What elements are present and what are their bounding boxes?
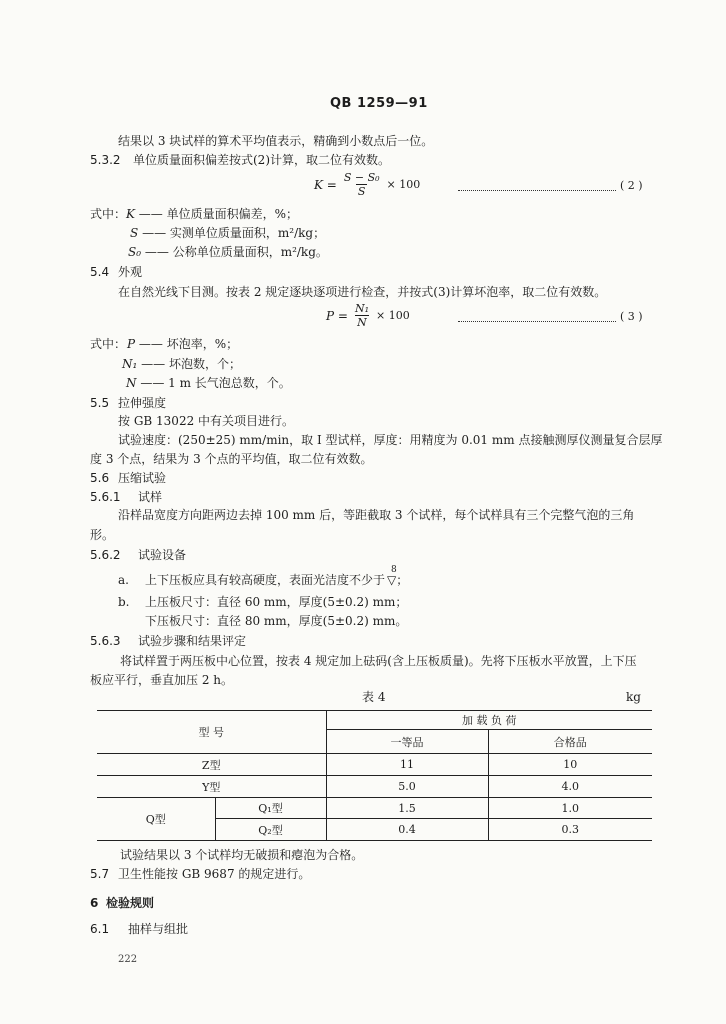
list-item-a-end: ； (396, 573, 409, 587)
table-cell-type: Z型 (97, 754, 326, 776)
section-line-5-5: 按 GB 13022 中有关项目进行。 (118, 414, 295, 428)
equation-2 (314, 171, 420, 198)
table-unit: kg (626, 690, 641, 704)
table-header-qualified: 合格品 (488, 730, 652, 754)
table-cell-first: 0.4 (326, 819, 488, 841)
table-header-type: 型 号 (97, 711, 326, 754)
equation-3-leader (458, 321, 616, 322)
where-3-item (127, 337, 238, 351)
where-3-symbol: N₁ (122, 357, 138, 371)
where-3-item (126, 376, 291, 390)
where-2-item (126, 207, 298, 221)
surface-finish-symbol (387, 565, 397, 587)
table-header-first-grade: 一等品 (326, 730, 488, 754)
equation-2-tag: ( 2 ) (620, 179, 643, 192)
table-4 (97, 710, 652, 841)
table-cell-first: 11 (326, 754, 488, 776)
where-2-desc: 公称单位质量面积，m²/kg。 (172, 245, 328, 259)
result-paragraph: 结果以 3 块试样的算术平均值表示，精确到小数点后一位。 (118, 134, 434, 148)
where-lead-3: 式中： (90, 337, 127, 351)
equation-2-numerator: S − S₀ (343, 171, 380, 184)
section-line-5-6-3: 板应平行，垂直加压 2 h。 (90, 673, 233, 687)
equation-3-fraction (353, 302, 371, 329)
where-3-item (122, 357, 241, 371)
table-row (97, 798, 652, 819)
table-cell-type: Y型 (97, 776, 326, 798)
where-3-dash: —— (138, 337, 163, 351)
list-item-a (145, 565, 409, 587)
where-2-symbol: K (126, 207, 135, 221)
where-3-symbol: N (126, 376, 137, 390)
where-2-dash: —— (138, 207, 163, 221)
where-lead-2: 式中： (90, 207, 127, 221)
table-cell-first: 1.5 (326, 798, 488, 819)
where-2-desc: 单位质量面积偏差，%； (166, 207, 299, 221)
equation-2-lhs: K = (314, 177, 337, 192)
section-number-5-6-3: 5.6.3 (90, 634, 121, 648)
equation-3-denominator: N (357, 316, 367, 329)
table-header-load: 加 载 负 荷 (326, 711, 652, 730)
section-number-5-6-2: 5.6.2 (90, 548, 121, 562)
section-number-5-6-1: 5.6.1 (90, 490, 121, 504)
section-number-5-7: 5.7 (90, 867, 110, 881)
page-number: 222 (118, 954, 138, 965)
section-line-5-5: 试验速度：(250±25) mm/min，取 I 型试样，厚度：用精度为 0.01 mm 点接触测厚仪测量复合层厚 (118, 433, 663, 447)
section-number-5-4: 5.4 (90, 265, 110, 279)
where-2-dash: —— (142, 226, 167, 240)
section-number-5-6: 5.6 (90, 471, 110, 485)
where-2-symbol: S (130, 226, 139, 240)
table-row (97, 776, 652, 798)
table-cell-pass: 1.0 (488, 798, 652, 819)
list-item-b-line: 下压板尺寸：直径 80 mm，厚度(5±0.2) mm。 (145, 614, 408, 628)
section-title-5-6-1: 试样 (138, 490, 163, 504)
test-result-note: 试验结果以 3 个试样均无破损和瘪泡为合格。 (120, 848, 364, 862)
table-cell-subtype: Q₂型 (215, 819, 326, 841)
table-cell-subtype: Q₁型 (215, 798, 326, 819)
table-cell-pass: 0.3 (488, 819, 652, 841)
section-title-5-6: 压缩试验 (118, 471, 167, 485)
where-2-desc: 实测单位质量面积，m²/kg； (169, 226, 326, 240)
section-title-5-6-3: 试验步骤和结果评定 (138, 634, 247, 648)
section-text-5-4: 在自然光线下目测。按表 2 规定逐块逐项进行检查，并按式(3)计算坏泡率，取二位有效数。 (118, 285, 607, 299)
list-item-b-line: 上压板尺寸：直径 60 mm，厚度(5±0.2) mm； (145, 595, 408, 609)
table-caption: 表 4 (362, 690, 386, 704)
equation-2-fraction (342, 171, 382, 198)
list-label-b: b. (118, 595, 130, 609)
table-cell-first: 5.0 (326, 776, 488, 798)
surface-finish-triangle-icon: ▽ (387, 573, 397, 587)
chapter-number-6: 6 (90, 896, 99, 910)
section-line-5-6-1: 沿样品宽度方向距两边去掉 100 mm 后，等距截取 3 个试样，每个试样具有三个完整气泡的三角 (118, 508, 635, 522)
section-text-5-3-2: 单位质量面积偏差按式(2)计算，取二位有效数。 (133, 153, 390, 167)
equation-3-numerator: N₁ (354, 302, 369, 315)
equation-3-lhs: P = (326, 308, 348, 323)
where-3-symbol: P (127, 337, 136, 351)
surface-finish-grade: 8 (391, 565, 397, 575)
where-2-item (130, 226, 325, 240)
section-title-5-6-2: 试验设备 (138, 548, 187, 562)
section-text-5-7: 卫生性能按 GB 9687 的规定进行。 (118, 867, 311, 881)
table-cell-group-type: Q型 (97, 798, 215, 841)
section-line-5-5: 度 3 个点，结果为 3 个点的平均值，取二位有效数。 (90, 452, 373, 466)
equation-2-denominator: S (357, 185, 366, 198)
where-3-desc: 1 m 长气泡总数，个。 (168, 376, 291, 390)
where-2-dash: —— (144, 245, 169, 259)
equation-3-tag: ( 3 ) (620, 310, 643, 323)
equation-2-rhs: × 100 (386, 178, 421, 191)
equation-3 (326, 302, 410, 329)
document-code-header: QB 1259—91 (330, 96, 428, 111)
section-number-5-5: 5.5 (90, 396, 110, 410)
section-title-5-5: 拉伸强度 (118, 396, 167, 410)
where-3-desc: 坏泡数，个； (168, 357, 241, 371)
table-cell-pass: 4.0 (488, 776, 652, 798)
where-3-desc: 坏泡率，%； (166, 337, 239, 351)
section-number-5-3-2: 5.3.2 (90, 153, 121, 167)
section-line-5-6-1: 形。 (90, 528, 115, 542)
chapter-title-6: 检验规则 (106, 896, 155, 910)
where-2-item (128, 245, 328, 259)
table-cell-pass: 10 (488, 754, 652, 776)
equation-3-rhs: × 100 (376, 309, 410, 322)
where-2-symbol: S₀ (128, 245, 142, 259)
section-title-6-1: 抽样与组批 (128, 922, 189, 936)
list-item-a-text: 上下压板应具有较高硬度，表面光洁度不少于 (145, 573, 386, 587)
where-3-dash: —— (140, 376, 165, 390)
section-number-6-1: 6.1 (90, 922, 110, 936)
table-row (97, 754, 652, 776)
where-3-dash: —— (141, 357, 166, 371)
section-line-5-6-3: 将试样置于两压板中心位置，按表 4 规定加上砝码(含上压板质量)。先将下压板水平放置，上下压 (120, 654, 637, 668)
section-title-5-4: 外观 (118, 265, 143, 279)
equation-2-leader (458, 190, 616, 191)
list-label-a: a. (118, 573, 129, 587)
